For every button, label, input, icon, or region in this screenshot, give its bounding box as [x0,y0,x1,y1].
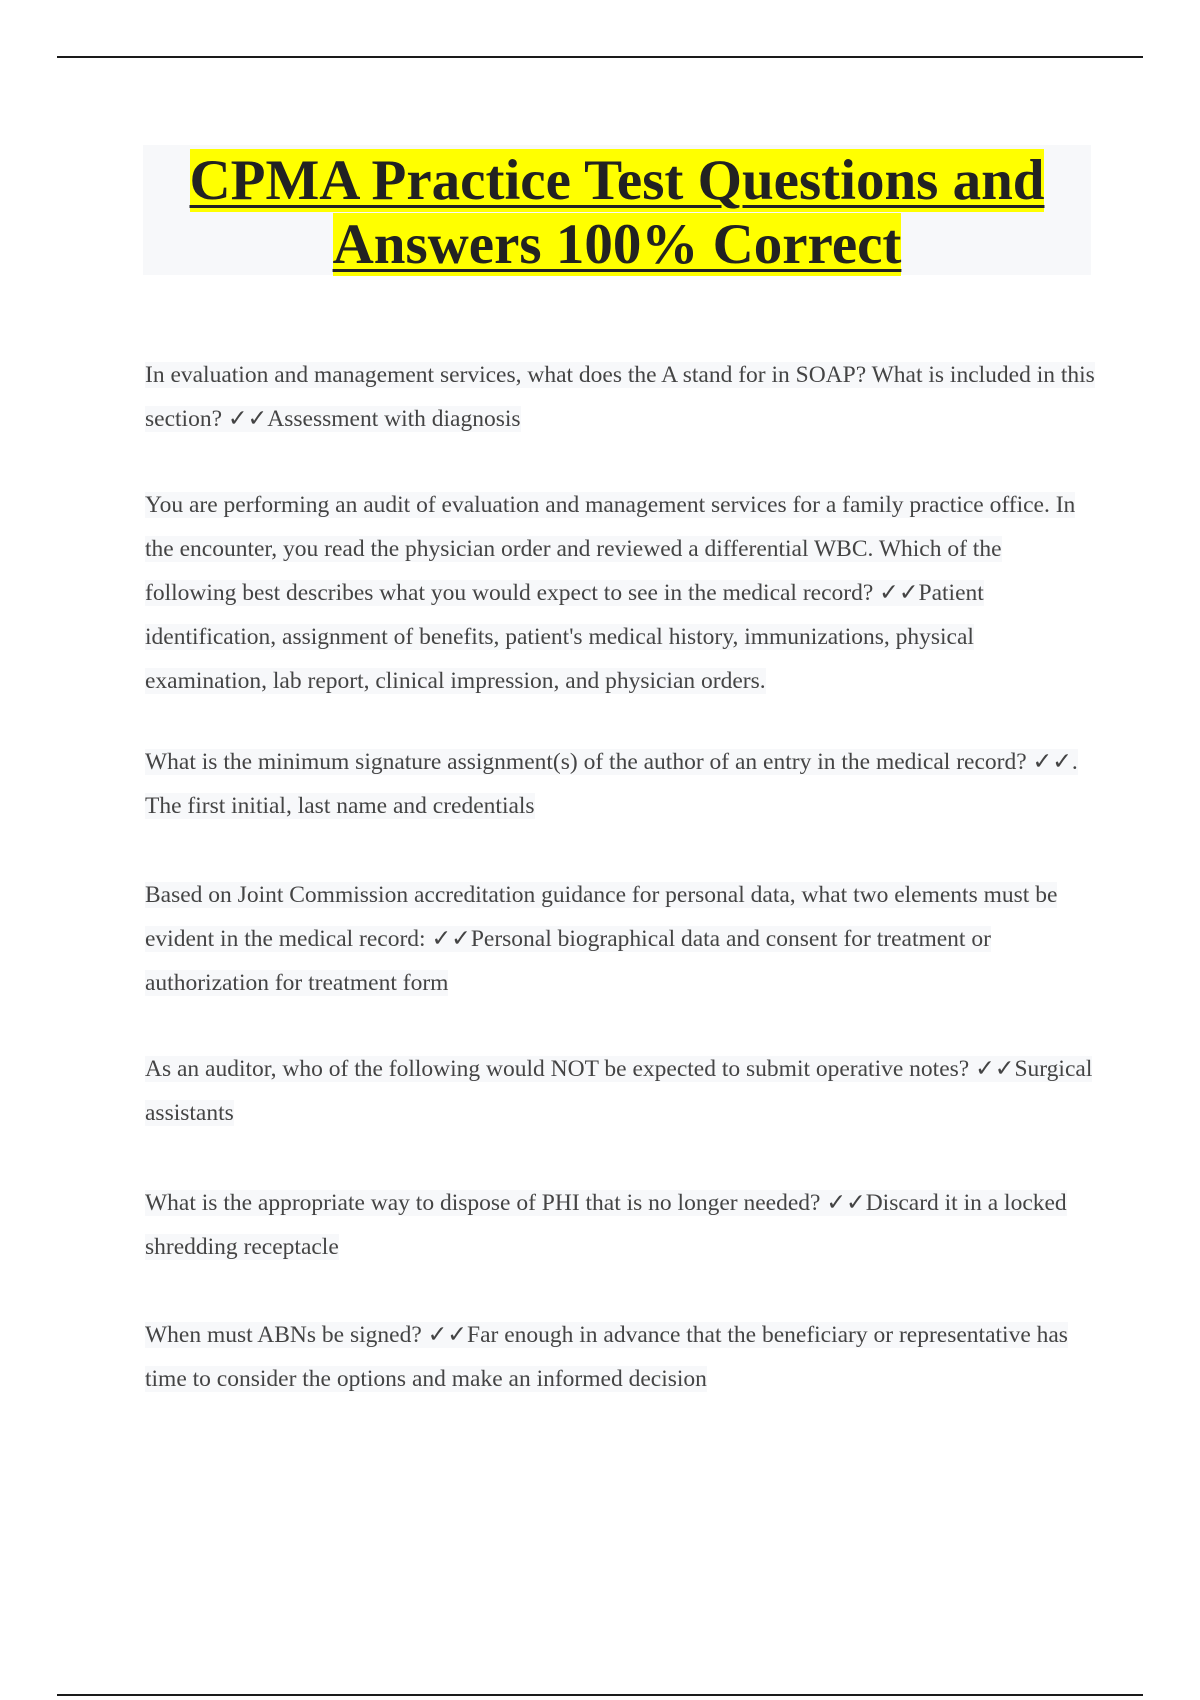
header-rule [57,56,1143,58]
qa-text-6: What is the appropriate way to dispose of PHI that is no longer needed? ✓✓Discard it in a locked shredding receptacle [145,1190,1067,1260]
question-answer-4 [145,873,1095,1005]
question-answer-1 [145,353,1095,441]
qa-text-5: As an auditor, who of the following would NOT be expected to submit operative notes? ✓✓Surgical assistants [145,1056,1093,1126]
qa-text-2: You are performing an audit of evaluation and management services for a family practice office. In the encounter, you read the physician order and reviewed a differential WBC. Which of the following best describes what you would expect to see in the medical record? ✓✓Patient identification, assignment of benefits, patient's medical history, immunizations, physical examination, lab report, clinical impression, and physician orders. [145,492,1076,694]
document-title-text: CPMA Practice Test Questions and Answers 100% Correct [189,149,1045,276]
qa-text-4: Based on Joint Commission accreditation guidance for personal data, what two elements must be evident in the medical record: ✓✓Personal biographical data and consent for treatment or authorization for treatment form [145,882,1058,996]
question-answer-5 [145,1047,1095,1135]
qa-text-3: What is the minimum signature assignment(s) of the author of an entry in the medical record? ✓✓. The first initial, last name and credentials [145,749,1078,819]
question-answer-6 [145,1181,1095,1269]
question-answer-2 [145,483,1095,703]
question-answer-7 [145,1313,1095,1401]
document-title [143,145,1091,277]
title-block [143,145,1091,275]
footer-rule [57,1694,1143,1696]
qa-text-7: When must ABNs be signed? ✓✓Far enough in advance that the beneficiary or representative has time to consider the options and make an informed decision [145,1322,1068,1392]
qa-text-1: In evaluation and management services, what does the A stand for in SOAP? What is included in this section? ✓✓Assessment with diagnosis [145,362,1095,432]
question-answer-3 [145,740,1095,828]
